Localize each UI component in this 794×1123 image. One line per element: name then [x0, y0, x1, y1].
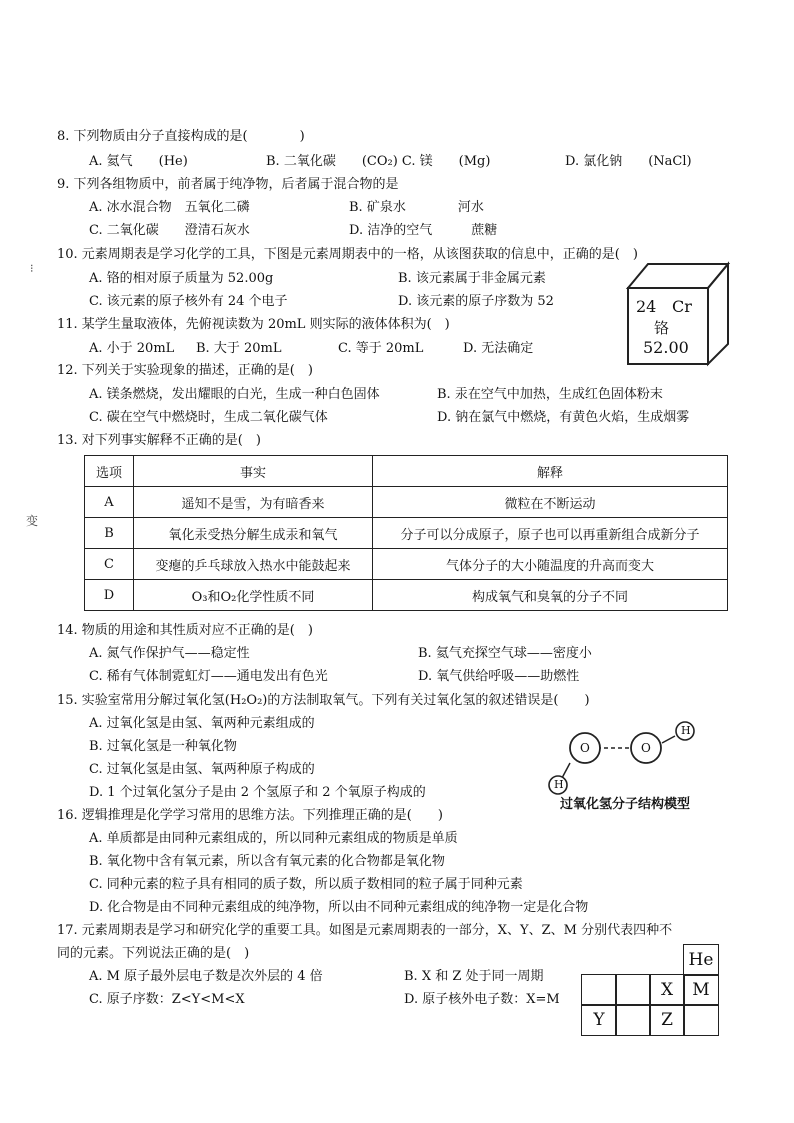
table-header-fact: 事实 [134, 456, 373, 487]
q12-option-d: D. 钠在氯气中燃烧，有黄色火焰，生成烟雾 [437, 410, 690, 425]
table-cell: 分子可以分成原子，原子也可以再重新组合成新分子 [373, 518, 728, 549]
q17-option-a: A. M 原子最外层电子数是次外层的 4 倍 [89, 969, 323, 984]
q14-stem: 14. 物质的用途和其性质对应不正确的是( ) [57, 623, 313, 638]
q9-option-a: A. 冰水混合物 五氧化二磷 [89, 200, 250, 215]
periodic-cell-number: 24 [636, 297, 657, 316]
table-row [85, 487, 728, 518]
q10-option-b: B. 该元素属于非金属元素 [398, 271, 546, 286]
table-cell: 遥知不是雪，为有暗香来 [134, 487, 373, 518]
q12-stem: 12. 下列关于实验现象的描述，正确的是( ) [57, 363, 313, 378]
h2o2-model-caption: 过氧化氢分子结构模型 [560, 797, 691, 812]
q17-option-c: C. 原子序数：Z<Y<M<X [89, 992, 245, 1007]
table-cell: B [85, 518, 134, 549]
q13-stem: 13. 对下列事实解释不正确的是( ) [57, 433, 261, 448]
grid-cell-empty [683, 1004, 719, 1036]
margin-mark-dots: ⁝ [30, 262, 34, 275]
q12-option-b: B. 汞在空气中加热，生成红色固体粉末 [437, 387, 663, 402]
grid-cell-x: X [649, 974, 685, 1006]
q14-option-b: B. 氦气充探空气球——密度小 [418, 646, 592, 661]
q11-option-d: D. 无法确定 [463, 341, 534, 356]
oxygen-atom-label-1: O [580, 741, 590, 755]
q9-option-d: D. 洁净的空气 蔗糖 [349, 223, 498, 238]
q15-option-c: C. 过氧化氢是由氢、氧两种原子构成的 [89, 762, 315, 777]
q16-option-c: C. 同种元素的粒子具有相同的质子数，所以质子数相同的粒子属于同种元素 [89, 877, 523, 892]
grid-cell-z: Z [649, 1004, 685, 1036]
grid-cell-empty [581, 974, 617, 1006]
table-cell: D [85, 580, 134, 611]
q8-stem: 8. 下列物质由分子直接构成的是( ) [57, 129, 305, 144]
q8-option-a: A. 氦气 (He) [89, 154, 188, 169]
q17-option-d: D. 原子核外电子数：X=M [404, 992, 560, 1007]
q9-option-c: C. 二氧化碳 澄清石灰水 [89, 223, 250, 238]
table-cell: 气体分子的大小随温度的升高而变大 [373, 549, 728, 580]
grid-cell-y: Y [581, 1004, 617, 1036]
periodic-cell-name: 铬 [654, 319, 670, 337]
table-header-option: 选项 [85, 456, 134, 487]
q9-stem: 9. 下列各组物质中，前者属于纯净物，后者属于混合物的是 [57, 177, 399, 192]
periodic-cell-symbol: Cr [672, 297, 692, 316]
q15-option-d: D. 1 个过氧化氢分子是由 2 个氢原子和 2 个氧原子构成的 [89, 785, 426, 800]
q10-option-a: A. 铬的相对原子质量为 52.00g [89, 271, 274, 286]
q11-option-c: C. 等于 20mL [338, 341, 424, 356]
q11-option-a: A. 小于 20mL [89, 341, 175, 356]
table-cell: 微粒在不断运动 [373, 487, 728, 518]
grid-cell-empty [615, 974, 651, 1006]
table-row [85, 549, 728, 580]
q8-option-bc: B. 二氧化碳 (CO₂) C. 镁 (Mg) [266, 154, 491, 169]
margin-mark-char: 变 [26, 514, 39, 528]
q8-option-d: D. 氯化钠 (NaCl) [565, 154, 692, 169]
periodic-cell-mass: 52.00 [643, 338, 689, 357]
q16-option-a: A. 单质都是由同种元素组成的，所以同种元素组成的物质是单质 [89, 831, 458, 846]
q14-option-a: A. 氮气作保护气——稳定性 [89, 646, 250, 661]
q10-option-d: D. 该元素的原子序数为 52 [398, 294, 554, 309]
q16-option-b: B. 氧化物中含有氧元素，所以含有氧元素的化合物都是氧化物 [89, 854, 445, 869]
table-header-explanation: 解释 [373, 456, 728, 487]
grid-cell-m: M [683, 974, 719, 1006]
table-row [85, 518, 728, 549]
q15-option-b: B. 过氧化氢是一种氧化物 [89, 739, 237, 754]
table-cell: 变瘪的乒乓球放入热水中能鼓起来 [134, 549, 373, 580]
table-cell: A [85, 487, 134, 518]
q12-option-a: A. 镁条燃烧，发出耀眼的白光，生成一种白色固体 [89, 387, 380, 402]
table-cell: C [85, 549, 134, 580]
q17-stem-line2: 同的元素。下列说法正确的是( ) [57, 946, 250, 961]
q13-table [84, 455, 728, 611]
hydrogen-atom-label-2: H [554, 778, 564, 791]
grid-cell-he: He [683, 944, 719, 976]
q15-option-a: A. 过氧化氢是由氢、氧两种元素组成的 [89, 716, 315, 731]
q17-stem-line1: 17. 元素周期表是学习和研究化学的重要工具。如图是元素周期表的一部分，X、Y、Z、M 分别代表四种不 [57, 923, 673, 938]
hydrogen-atom-label-1: H [681, 724, 691, 737]
q11-option-b: B. 大于 20mL [196, 341, 282, 356]
q15-stem: 15. 实验室常用分解过氧化氢(H₂O₂)的方法制取氧气。下列有关过氧化氢的叙述错误是( ) [57, 693, 590, 708]
q10-stem: 10. 元素周期表是学习化学的工具，下图是元素周期表中的一格，从该图获取的信息中，正确的是( ) [57, 247, 638, 262]
table-cell: 构成氧气和臭氧的分子不同 [373, 580, 728, 611]
table-cell: 氧化汞受热分解生成汞和氧气 [134, 518, 373, 549]
oxygen-atom-label-2: O [641, 741, 651, 755]
q9-option-b: B. 矿泉水 河水 [349, 200, 484, 215]
q16-option-d: D. 化合物是由不同种元素组成的纯净物，所以由不同种元素组成的纯净物一定是化合物 [89, 900, 589, 915]
q14-option-c: C. 稀有气体制霓虹灯——通电发出有色光 [89, 669, 328, 684]
table-cell: O₃和O₂化学性质不同 [134, 580, 373, 611]
q10-option-c: C. 该元素的原子核外有 24 个电子 [89, 294, 288, 309]
q17-option-b: B. X 和 Z 处于同一周期 [404, 969, 544, 984]
q14-option-d: D. 氧气供给呼吸——助燃性 [418, 669, 580, 684]
q11-stem: 11. 某学生量取液体，先俯视读数为 20mL 则实际的液体体积为( ) [57, 317, 450, 332]
table-row [85, 580, 728, 611]
q16-stem: 16. 逻辑推理是化学学习常用的思维方法。下列推理正确的是( ) [57, 808, 443, 823]
grid-cell-empty [615, 1004, 651, 1036]
q12-option-c: C. 碳在空气中燃烧时，生成二氧化碳气体 [89, 410, 328, 425]
table-header-row [85, 456, 728, 487]
